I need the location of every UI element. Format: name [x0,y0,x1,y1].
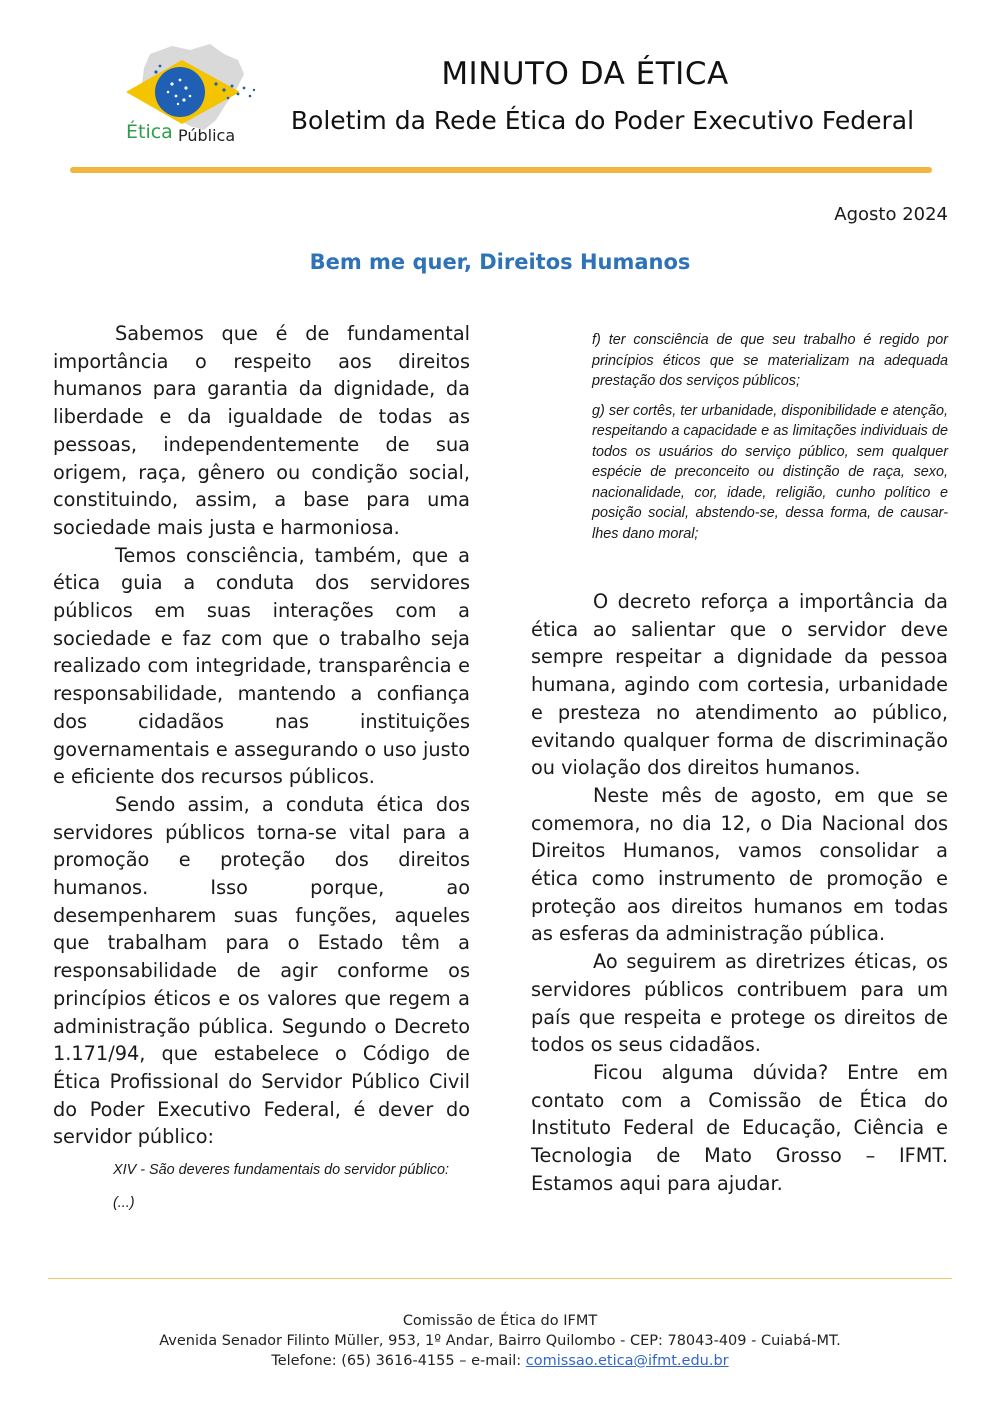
decree-quote-right [592,330,948,544]
quote-line: XIV - São deveres fundamentais do servidor público: [113,1162,449,1178]
paragraph: Neste mês de agosto, em que se comemora, no dia 12, o Dia Nacional dos Direitos Humanos, vamos consolidar a ética como instrumento de promoção e proteção aos direitos humanos em todas as esferas da administração pública. [531,783,948,946]
left-column [53,320,470,1151]
logo-text-etica: Ética [126,121,173,143]
etica-publica-logo [120,40,265,150]
footer-org: Comissão de Ética do IFMT [402,1313,598,1329]
footer-divider [48,1278,952,1279]
email-link[interactable]: comissao.etica@ifmt.edu.br [525,1353,729,1369]
footer-address: Avenida Senador Filinto Müller, 953, 1º Andar, Bairro Quilombo - CEP: 78043-409 - Cuiabá-MT. [159,1333,841,1349]
paragraph: Sendo assim, a conduta ética dos servidores públicos torna-se vital para a promoção e proteção dos direitos humanos. Isso porque, ao desempenharem suas funções, aqueles que trabalham para o Estado têm a responsabilidade de agir conforme os princípios éticos e os valores que regem a administração pública. Segundo o Decreto 1.171/94, que estabelece o Código de Ética Profissional do Servidor Público Civil do Poder Executivo Federal, é dever do servidor público: [53,792,470,1149]
paragraph: Temos consciência, também, que a ética guia a conduta dos servidores públicos em suas interações com a sociedade e faz com que o trabalho seja realizado com integridade, transparência e responsabilidade, mantendo a confiança dos cidadãos nas instituições governamentais e assegurando o uso justo e eficiente dos recursos públicos. [53,543,470,789]
article-headline: Bem me quer, Direitos Humanos [309,250,691,274]
logo-text-publica: Pública [178,126,236,145]
issue-date: Agosto 2024 [834,204,948,225]
quote-line: (...) [113,1194,135,1211]
quote-item-f: f) ter consciência de que seu trabalho é regido por princípios éticos que se materializam na adequada prestação dos serviços públicos; [592,332,948,389]
paragraph: Sabemos que é de fundamental importância o respeito aos direitos humanos para garantia da dignidade, da liberdade e da igualdade de todas as pessoas, independentemente de sua origem, raça, gênero ou condição social, constituindo, assim, a base para uma sociedade mais justa e harmoniosa. [53,322,470,539]
bulletin-title: MINUTO DA ÉTICA [441,56,729,92]
footer-contact [0,1353,1000,1369]
footer-phone: Telefone: (65) 3616-4155 – e-mail: [271,1353,526,1369]
bulletin-subtitle: Boletim da Rede Ética do Poder Executivo Federal [290,106,915,135]
decree-quote-left [113,1160,471,1213]
header-divider [70,167,932,173]
paragraph: Ao seguirem as diretrizes éticas, os servidores públicos contribuem para um país que respeita e protege os direitos de todos os seus cidadãos. [531,950,948,1057]
paragraph: Ficou alguma dúvida? Entre em contato com a Comissão de Ética do Instituto Federal de Educação, Ciência e Tecnologia de Mato Grosso – IFMT. Estamos aqui para ajudar. [531,1060,948,1195]
right-column [531,588,948,1197]
quote-item-g: g) ser cortês, ter urbanidade, disponibilidade e atenção, respeitando a capacidade e as limitações individuais de todos os usuários do serviço público, sem qualquer espécie de preconceito ou distinção de raça, sexo, nacionalidade, cor, idade, religião, cunho político e posição social, abstendo-se, dessa forma, de causar-lhes dano moral; [592,402,948,542]
paragraph: O decreto reforça a importância da ética ao salientar que o servidor deve sempre respeitar a dignidade da pessoa humana, agindo com cortesia, urbanidade e presteza no atendimento ao público, evitando qualquer forma de discriminação ou violação dos direitos humanos. [531,590,948,780]
